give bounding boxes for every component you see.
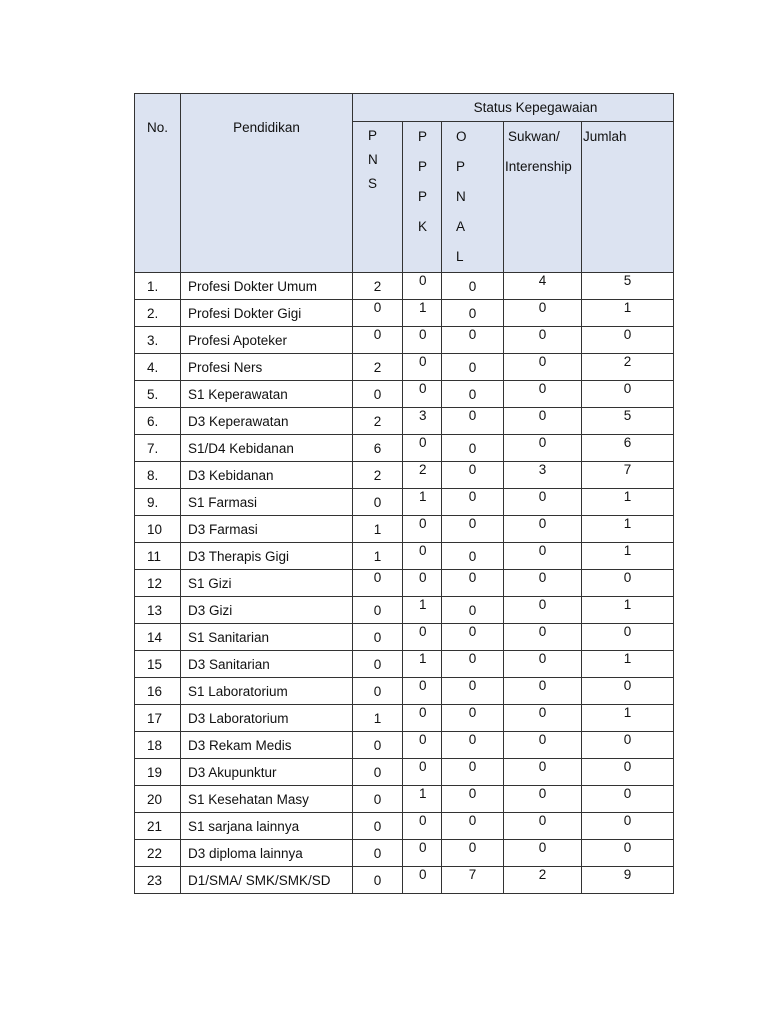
table-row [135,381,674,408]
cell-no: 13 [135,597,181,624]
cell-pns: 0 [353,300,403,327]
cell-pppk: 1 [403,300,442,327]
cell-pppk: 1 [403,651,442,678]
cell-sukwan: 0 [504,381,582,408]
cell-sukwan: 0 [504,354,582,381]
cell-sukwan: 0 [504,813,582,840]
table-header [135,94,674,273]
cell-pns: 6 [353,435,403,462]
cell-no: 18 [135,732,181,759]
cell-no: 16 [135,678,181,705]
cell-jumlah: 0 [582,786,674,813]
cell-opnal: 0 [442,273,504,300]
cell-no: 19 [135,759,181,786]
header-row-top [135,94,674,122]
cell-no: 15 [135,651,181,678]
header-sukwan-line1: Sukwan/ [508,129,560,144]
cell-pppk: 3 [403,408,442,435]
cell-opnal: 0 [442,327,504,354]
cell-pendidikan: Profesi Ners [181,354,353,381]
cell-opnal: 0 [442,705,504,732]
cell-jumlah: 0 [582,327,674,354]
staff-table [134,93,674,894]
table-row [135,651,674,678]
cell-no: 21 [135,813,181,840]
cell-no: 8. [135,462,181,489]
cell-pns: 0 [353,678,403,705]
table-row [135,408,674,435]
cell-pppk: 0 [403,813,442,840]
header-jumlah: Jumlah [582,122,674,273]
cell-no: 2. [135,300,181,327]
cell-opnal: 0 [442,543,504,570]
cell-pendidikan: S1 Laboratorium [181,678,353,705]
cell-no: 3. [135,327,181,354]
table-row [135,867,674,894]
cell-pppk: 0 [403,327,442,354]
cell-jumlah: 1 [582,543,674,570]
header-status-kepegawaian: Status Kepegawaian [353,94,674,122]
cell-no: 14 [135,624,181,651]
cell-jumlah: 1 [582,489,674,516]
cell-pendidikan: D3 Gizi [181,597,353,624]
cell-no: 23 [135,867,181,894]
cell-opnal: 0 [442,435,504,462]
cell-no: 17 [135,705,181,732]
table-row [135,624,674,651]
cell-pppk: 0 [403,435,442,462]
cell-pendidikan: D1/SMA/ SMK/SMK/SD [181,867,353,894]
cell-no: 12 [135,570,181,597]
cell-pns: 1 [353,543,403,570]
header-sukwan [504,122,582,273]
header-pendidikan: Pendidikan [181,94,353,273]
cell-sukwan: 0 [504,759,582,786]
cell-pppk: 0 [403,570,442,597]
header-pns-label: P N S [368,128,378,191]
cell-jumlah: 0 [582,813,674,840]
cell-sukwan: 0 [504,705,582,732]
cell-jumlah: 1 [582,597,674,624]
cell-jumlah: 0 [582,840,674,867]
cell-pppk: 0 [403,840,442,867]
cell-pendidikan: S1 Farmasi [181,489,353,516]
cell-pppk: 0 [403,381,442,408]
cell-sukwan: 0 [504,570,582,597]
cell-pns: 0 [353,813,403,840]
cell-pns: 1 [353,705,403,732]
cell-jumlah: 0 [582,732,674,759]
cell-sukwan: 0 [504,543,582,570]
cell-pppk: 1 [403,489,442,516]
cell-sukwan: 0 [504,489,582,516]
cell-pendidikan: D3 Kebidanan [181,462,353,489]
cell-opnal: 0 [442,408,504,435]
header-sukwan-line2: Interenship [505,159,572,174]
cell-opnal: 0 [442,732,504,759]
table-row [135,327,674,354]
table-row [135,435,674,462]
cell-pendidikan: S1 Gizi [181,570,353,597]
table-row [135,543,674,570]
header-pns [353,122,403,273]
table-row [135,354,674,381]
cell-pendidikan: S1/D4 Kebidanan [181,435,353,462]
cell-pendidikan: S1 sarjana lainnya [181,813,353,840]
cell-sukwan: 0 [504,624,582,651]
cell-pppk: 0 [403,678,442,705]
cell-opnal: 0 [442,462,504,489]
cell-sukwan: 0 [504,786,582,813]
cell-pns: 0 [353,786,403,813]
header-no: No. [135,94,181,273]
cell-opnal: 0 [442,597,504,624]
cell-opnal: 7 [442,867,504,894]
cell-sukwan: 0 [504,435,582,462]
cell-jumlah: 0 [582,624,674,651]
cell-pppk: 0 [403,705,442,732]
cell-sukwan: 0 [504,597,582,624]
cell-no: 5. [135,381,181,408]
cell-sukwan: 0 [504,732,582,759]
cell-pns: 2 [353,408,403,435]
cell-opnal: 0 [442,624,504,651]
cell-opnal: 0 [442,381,504,408]
cell-opnal: 0 [442,840,504,867]
cell-sukwan: 3 [504,462,582,489]
cell-no: 20 [135,786,181,813]
cell-opnal: 0 [442,516,504,543]
cell-jumlah: 0 [582,678,674,705]
cell-sukwan: 0 [504,651,582,678]
cell-jumlah: 0 [582,759,674,786]
cell-pns: 0 [353,489,403,516]
header-pppk [403,122,442,273]
table-row [135,705,674,732]
cell-jumlah: 9 [582,867,674,894]
cell-pns: 0 [353,624,403,651]
cell-sukwan: 0 [504,327,582,354]
cell-opnal: 0 [442,759,504,786]
cell-no: 11 [135,543,181,570]
table-row [135,759,674,786]
cell-pendidikan: S1 Kesehatan Masy [181,786,353,813]
cell-pppk: 1 [403,597,442,624]
table-row [135,840,674,867]
cell-opnal: 0 [442,570,504,597]
cell-no: 7. [135,435,181,462]
cell-no: 9. [135,489,181,516]
cell-pns: 0 [353,381,403,408]
cell-jumlah: 1 [582,705,674,732]
cell-pns: 1 [353,516,403,543]
cell-jumlah: 1 [582,651,674,678]
cell-pendidikan: D3 Sanitarian [181,651,353,678]
cell-jumlah: 7 [582,462,674,489]
cell-opnal: 0 [442,300,504,327]
cell-sukwan: 2 [504,867,582,894]
cell-jumlah: 1 [582,300,674,327]
cell-jumlah: 0 [582,570,674,597]
cell-pendidikan: Profesi Dokter Gigi [181,300,353,327]
cell-no: 4. [135,354,181,381]
cell-pns: 2 [353,354,403,381]
table-row [135,678,674,705]
cell-pendidikan: D3 Keperawatan [181,408,353,435]
table-row [135,786,674,813]
cell-pns: 0 [353,651,403,678]
cell-pns: 0 [353,732,403,759]
cell-no: 22 [135,840,181,867]
cell-pns: 0 [353,759,403,786]
cell-pppk: 0 [403,759,442,786]
cell-pppk: 2 [403,462,442,489]
table-row [135,462,674,489]
cell-jumlah: 1 [582,516,674,543]
cell-opnal: 0 [442,651,504,678]
header-opnal [442,122,504,273]
table-row [135,300,674,327]
table-row [135,732,674,759]
cell-pppk: 0 [403,354,442,381]
cell-pns: 0 [353,327,403,354]
cell-pendidikan: D3 Rekam Medis [181,732,353,759]
cell-jumlah: 5 [582,408,674,435]
cell-pendidikan: S1 Keperawatan [181,381,353,408]
cell-sukwan: 0 [504,408,582,435]
cell-pendidikan: Profesi Dokter Umum [181,273,353,300]
cell-opnal: 0 [442,678,504,705]
cell-sukwan: 0 [504,678,582,705]
cell-jumlah: 0 [582,381,674,408]
header-pppk-label: P P P K [418,129,428,234]
cell-pppk: 0 [403,867,442,894]
cell-jumlah: 5 [582,273,674,300]
cell-pppk: 0 [403,516,442,543]
cell-jumlah: 6 [582,435,674,462]
cell-no: 10 [135,516,181,543]
cell-opnal: 0 [442,813,504,840]
cell-pns: 0 [353,570,403,597]
cell-pppk: 1 [403,786,442,813]
cell-sukwan: 0 [504,840,582,867]
cell-pendidikan: D3 Farmasi [181,516,353,543]
cell-pendidikan: Profesi Apoteker [181,327,353,354]
cell-pendidikan: D3 Laboratorium [181,705,353,732]
cell-no: 6. [135,408,181,435]
cell-pendidikan: D3 Therapis Gigi [181,543,353,570]
table-body [135,273,674,894]
cell-sukwan: 0 [504,300,582,327]
cell-pns: 0 [353,867,403,894]
cell-pns: 0 [353,597,403,624]
header-opnal-label: O P N A L [456,129,467,264]
table-row [135,813,674,840]
cell-pns: 2 [353,462,403,489]
cell-pppk: 0 [403,624,442,651]
table-row [135,273,674,300]
cell-pendidikan: S1 Sanitarian [181,624,353,651]
cell-opnal: 0 [442,489,504,516]
table-row [135,489,674,516]
table-row [135,570,674,597]
cell-jumlah: 2 [582,354,674,381]
table-row [135,516,674,543]
cell-no: 1. [135,273,181,300]
cell-pendidikan: D3 diploma lainnya [181,840,353,867]
cell-pppk: 0 [403,543,442,570]
cell-pns: 0 [353,840,403,867]
cell-pppk: 0 [403,273,442,300]
cell-sukwan: 4 [504,273,582,300]
cell-pns: 2 [353,273,403,300]
cell-sukwan: 0 [504,516,582,543]
cell-opnal: 0 [442,354,504,381]
cell-pppk: 0 [403,732,442,759]
table-row [135,597,674,624]
cell-pendidikan: D3 Akupunktur [181,759,353,786]
cell-opnal: 0 [442,786,504,813]
